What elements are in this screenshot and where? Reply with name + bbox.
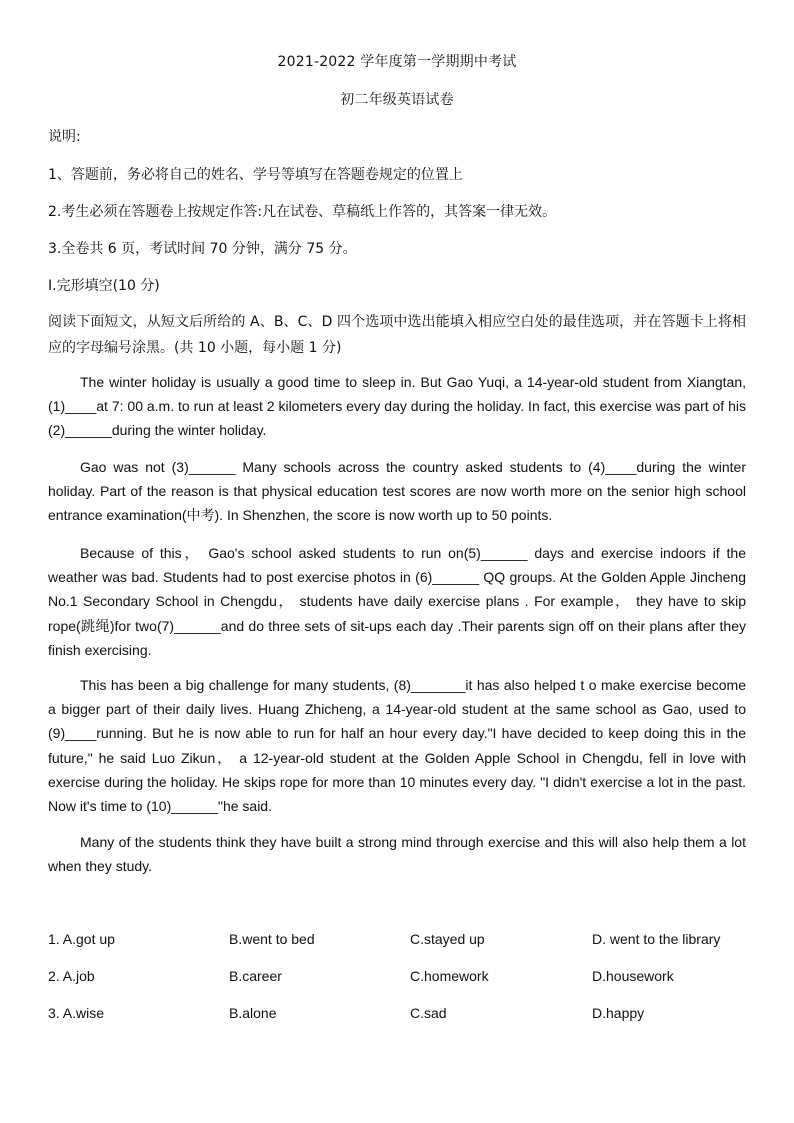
option-b: B.alone xyxy=(229,1005,277,1021)
option-d: D. went to the library xyxy=(592,931,721,947)
option-d: D.housework xyxy=(592,968,674,984)
option-c: C.stayed up xyxy=(410,931,485,947)
section-heading: I.完形填空(10 分) xyxy=(48,278,160,294)
passage-paragraph: Because of this， Gao's school asked students to run on(5)______ days and exercise indoors if the weather was bad. Students had to post exercise photos in (6)______ QQ groups. At the Golden Apple Jincheng No.1 Secondary School in Chengdu， students have daily exercise plans . For example， they have to skip rope(跳绳)for two(7)______and do three sets of sit-ups each day .Their parents sign off on their plans after they finish exercising. xyxy=(48,545,746,658)
instruction-item: 1、答题前，务必将自己的姓名、学号等填写在答题卷规定的位置上 xyxy=(48,167,463,183)
question-row xyxy=(48,968,746,988)
option-a: 1. A.got up xyxy=(48,931,115,947)
section-directions: 阅读下面短文，从短文后所给的 A、B、C、D 四个选项中选出能填入相应空白处的最佳选项，并在答题卡上将相应的字母编号涂黑。(共 10 小题，每小题 1 分) xyxy=(48,314,746,356)
instruction-item: 3.全卷共 6 页，考试时间 70 分钟，满分 75 分。 xyxy=(48,241,357,257)
option-c: C.sad xyxy=(410,1005,447,1021)
passage-paragraph: This has been a big challenge for many students, (8)_______it has also helped t o make exercise become a bigger part of their daily lives. Huang Zhicheng, a 14-year-old student at the same school as Gao, used to (9)____running. But he is now able to run for half an hour every day."I have decided to keep doing this in the future," he said Luo Zikun， a 12-year-old student at the Golden Apple School in Chengdu, fell in love with exercise during the holiday. He skips rope for more than 10 minutes every day. "I didn't exercise a lot in the past. Now it's time to (10)______"he said. xyxy=(48,677,746,815)
option-b: B.went to bed xyxy=(229,931,315,947)
option-a: 3. A.wise xyxy=(48,1005,105,1021)
exam-title: 2021-2022 学年度第一学期期中考试 xyxy=(277,54,517,70)
instruction-item: 2.考生必须在答题卷上按规定作答:凡在试卷、草稿纸上作答的，其答案一律无效。 xyxy=(48,204,557,220)
question-row xyxy=(48,931,746,951)
passage-paragraph: The winter holiday is usually a good time to sleep in. But Gao Yuqi, a 14-year-old student from Xiangtan, (1)____at 7: 00 a.m. to run at least 2 kilometers every day during the holiday. In fact, this exercise was part of his (2)______during the winter holiday. xyxy=(48,374,746,439)
question-row xyxy=(48,1005,746,1025)
passage-paragraph: Many of the students think they have built a strong mind through exercise and this will also help them a lot when they study. xyxy=(48,834,746,875)
option-a: 2. A.job xyxy=(48,968,95,984)
exam-subtitle: 初二年级英语试卷 xyxy=(340,92,454,108)
passage-paragraph: Gao was not (3)______ Many schools across the country asked students to (4)____during the winter holiday. Part of the reason is that physical education test scores are now worth more on the senior high school entrance examination(中考). In Shenzhen, the score is now worth up to 50 points. xyxy=(48,459,746,524)
instructions-heading: 说明: xyxy=(48,129,81,145)
option-c: C.homework xyxy=(410,968,489,984)
option-b: B.career xyxy=(229,968,282,984)
option-d: D.happy xyxy=(592,1005,645,1021)
